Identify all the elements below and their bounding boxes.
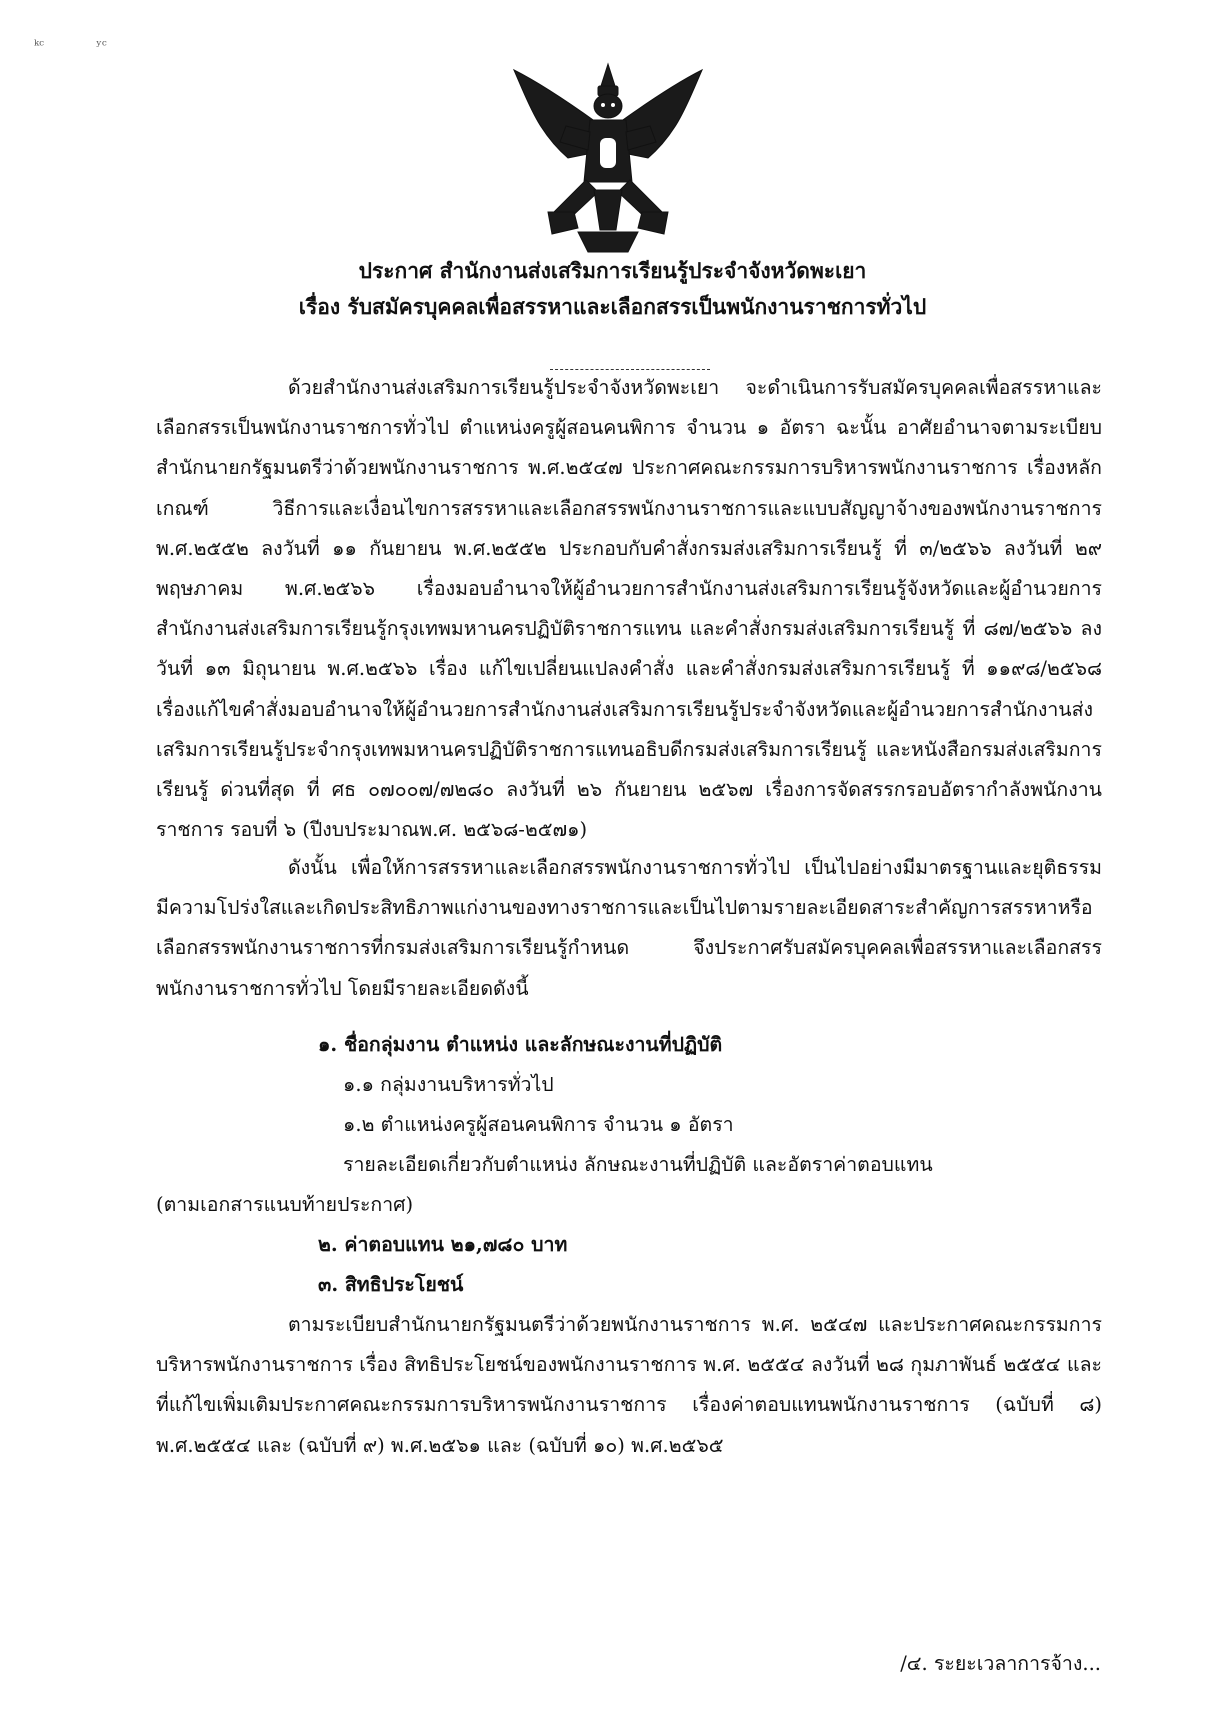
section-1-item-2: ๑.๒ ตำแหน่งครูผู้สอนคนพิการ จำนวน ๑ อัตรา (343, 1113, 734, 1136)
paragraph-2-text: ดังนั้น เพื่อให้การสรรหาและเลือกสรรพนักงานราชการทั่วไป เป็นไปอย่างมีมาตรฐานและยุติธรรม มีความโปร่งใสและเกิดประสิทธิภาพแก่งานของทางราชการและเป็นไปตามรายละเอียดสาระสำคัญการสรรหาหรือเลือกสรรพนักงานราชการที่กรมส่งเสริมการเรียนรู้กำหนด จึงประกาศรับสมัครบุคคลเพื่อสรรหาและเลือกสรรพนักงานราชการทั่วไป โดยมีรายละเอียดดังนี้ (156, 856, 1102, 1000)
section-3-heading: ๓. สิทธิประโยชน์ (318, 1273, 464, 1296)
section-1-item-1: ๑.๑ กลุ่มงานบริหารทั่วไป (343, 1073, 554, 1096)
section-1-heading: ๑. ชื่อกลุ่มงาน ตำแหน่ง และลักษณะงานที่ปฏิบัติ (318, 1033, 723, 1056)
announcement-subject: เรื่อง รับสมัครบุคคลเพื่อสรรหาและเลือกสรรเป็นพนักงานราชการทั่วไป (298, 294, 927, 319)
corner-mark-left: ᵏᶜ (34, 38, 44, 54)
next-page-reference: /๔. ระยะเวลาการจ้าง... (900, 1652, 1101, 1675)
paragraph-1 (156, 368, 1102, 850)
garuda-emblem-icon (508, 62, 708, 254)
corner-mark-right: ʸᶜ (96, 38, 107, 54)
announcement-title: ประกาศ สำนักงานส่งเสริมการเรียนรู้ประจำจังหวัดพะเยา (358, 258, 867, 283)
section-3-text: ตามระเบียบสำนักนายกรัฐมนตรีว่าด้วยพนักงานราชการ พ.ศ. ๒๕๔๗ และประกาศคณะกรรมการบริหารพนักงานราชการ เรื่อง สิทธิประโยชน์ของพนักงานราชการ พ.ศ. ๒๕๕๔ ลงวันที่ ๒๘ กุมภาพันธ์ ๒๕๕๔ และที่แก้ไขเพิ่มเติมประกาศคณะกรรมการบริหารพนักงานราชการ เรื่องค่าตอบแทนพนักงานราชการ (ฉบับที่ ๘) พ.ศ.๒๕๕๔ และ (ฉบับที่ ๙) พ.ศ.๒๕๖๑ และ (ฉบับที่ ๑๐) พ.ศ.๒๕๖๕ (156, 1313, 1102, 1457)
paragraph-2 (156, 848, 1102, 1009)
section-2-heading: ๒. ค่าตอบแทน ๒๑,๗๘๐ บาท (318, 1233, 568, 1256)
section-1-detail-note: (ตามเอกสารแนบท้ายประกาศ) (156, 1193, 414, 1216)
section-3-paragraph (156, 1305, 1102, 1466)
paragraph-1-text: ด้วยสำนักงานส่งเสริมการเรียนรู้ประจำจังหวัดพะเยา จะดำเนินการรับสมัครบุคคลเพื่อสรรหาและเลือกสรรเป็นพนักงานราชการทั่วไป ตำแหน่งครูผู้สอนคนพิการ จำนวน ๑ อัตรา ฉะนั้น อาศัยอำนาจตามระเบียบสำนักนายกรัฐมนตรีว่าด้วยพนักงานราชการ พ.ศ.๒๕๔๗ ประกาศคณะกรรมการบริหารพนักงานราชการ เรื่องหลักเกณฑ์ วิธีการและเงื่อนไขการสรรหาและเลือกสรรพนักงานราชการและแบบสัญญาจ้างของพนักงานราชการ พ.ศ.๒๕๕๒ ลงวันที่ ๑๑ กันยายน พ.ศ.๒๕๕๒ ประกอบกับคำสั่งกรมส่งเสริมการเรียนรู้ ที่ ๓/๒๕๖๖ ลงวันที่ ๒๙ พฤษภาคม พ.ศ.๒๕๖๖ เรื่องมอบอำนาจให้ผู้อำนวยการสำนักงานส่งเสริมการเรียนรู้จังหวัดและผู้อำนวยการสำนักงานส่งเสริมการเรียนรู้กรุงเทพมหานครปฏิบัติราชการแทน และคำสั่งกรมส่งเสริมการเรียนรู้ ที่ ๘๗/๒๕๖๖ ลงวันที่ ๑๓ มิถุนายน พ.ศ.๒๕๖๖ เรื่อง แก้ไขเปลี่ยนแปลงคำสั่ง และคำสั่งกรมส่งเสริมการเรียนรู้ ที่ ๑๑๙๘/๒๕๖๘ เรื่องแก้ไขคำสั่งมอบอำนาจให้ผู้อำนวยการสำนักงานส่งเสริมการเรียนรู้ประจำจังหวัดและผู้อำนวยการสำนักงานส่งเสริมการเรียนรู้ประจำกรุงเทพมหานครปฏิบัติราชการแทนอธิบดีกรมส่งเสริมการเรียนรู้ และหนังสือกรมส่งเสริมการเรียนรู้ ด่วนที่สุด ที่ ศธ ๐๗๐๐๗/๗๒๘๐ ลงวันที่ ๒๖ กันยายน ๒๕๖๗ เรื่องการจัดสรรกรอบอัตรากำลังพนักงานราชการ รอบที่ ๖ (ปีงบประมาณพ.ศ. ๒๕๖๘-๒๕๗๑) (156, 376, 1102, 842)
section-1-detail: รายละเอียดเกี่ยวกับตำแหน่ง ลักษณะงานที่ปฏิบัติ และอัตราค่าตอบแทน (343, 1153, 933, 1176)
